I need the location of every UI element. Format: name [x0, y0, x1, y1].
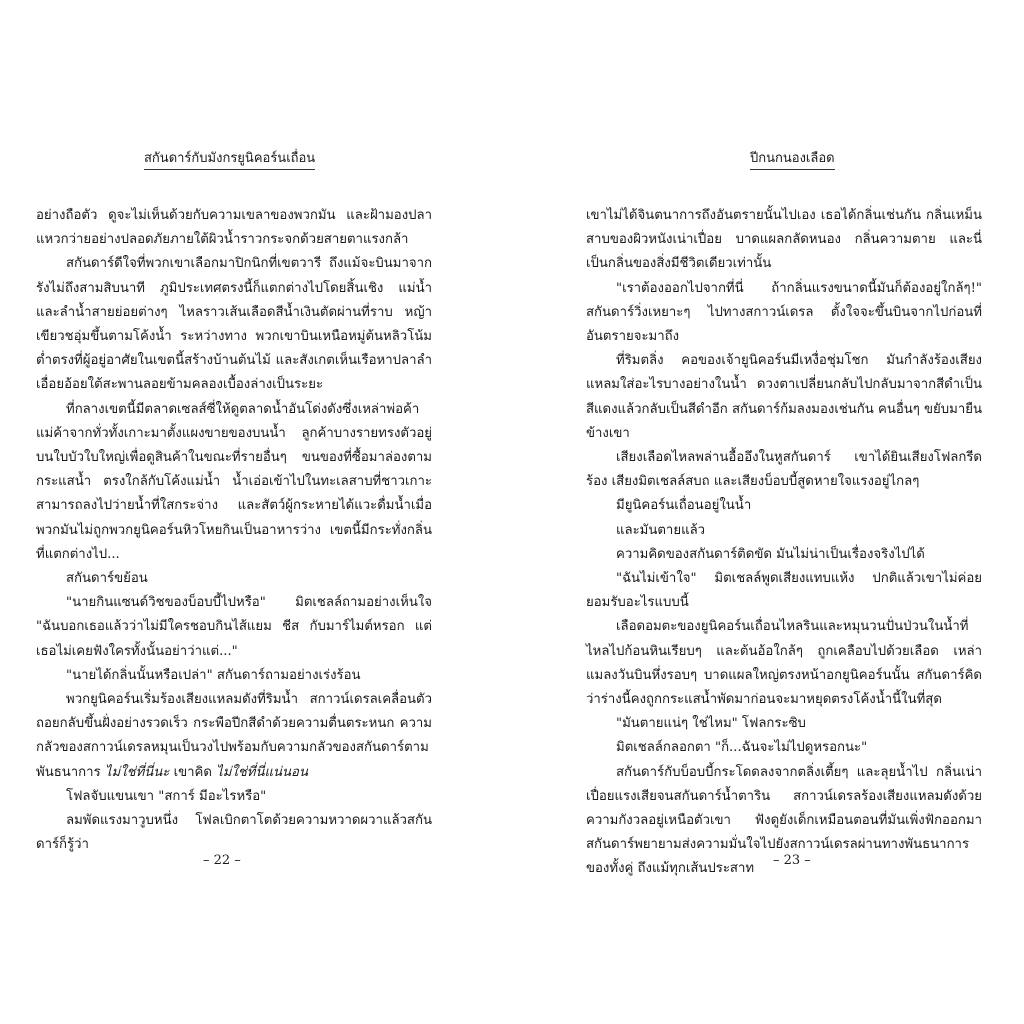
paragraph: และมันตายแล้ว [616, 522, 706, 538]
paragraph: "นายกินแซนด์วิชของบ็อบบี้ไปหรือ" มิตเชลล์ถามอย่างเห็นใจ "ฉันบอกเธอแล้วว่าไม่มีใครชอบกินไส้แยม ชีส กับมาร์ไมต์หรอก แต่เธอไม่เคยฟังใครทั้งนั้นอย่าว่าแต่..." [36, 595, 432, 659]
paragraph: สกันดาร์ดีใจที่พวกเขาเลือกมาปิกนิกที่เขตวารี ถึงแม้จะบินมาจากรังไม่ถึงสามสิบนาที ภูมิประเทศตรงนี้ก็แตกต่างไปโดยสิ้นเชิง แม่น้ำและลำน้ำสายย่อยต่างๆ ไหลราวเส้นเลือดสีน้ำเงินตัดผ่านที่ราบ หญ้าเขียวชอุ่มขึ้นตามโค้งน้ำ ระหว่างทาง พวกเขาบินเหนือหมู่ต้นหลิวโน้มต่ำตรงที่ผู้อยู่อาศัยในเขตนี้สร้างบ้านต้นไม้ และสังเกตเห็นเรือหาปลาลำเอื่อยอ้อยใต้สะพานลอยข้ามคลองเบื้องล่างเป็นระยะ [36, 256, 432, 393]
italic-thought: ไม่ใช่ที่นี่นะ [104, 764, 170, 780]
paragraph [36, 688, 432, 785]
paragraph-text: เขาคิด [169, 764, 217, 780]
italic-thought: ไม่ใช่ที่นี่แน่นอน [216, 764, 308, 780]
paragraph: อย่างถือตัว ดูจะไม่เห็นด้วยกับความเขลาของพวกมัน และฝ้ามองปลาแหวกว่ายอย่างปลอดภัยภายใต้ผิวน้ำราวกระจกด้วยสายตาแรงกล้า [36, 208, 432, 248]
right-page [512, 0, 1024, 1024]
paragraph: "นายได้กลิ่นนั้นหรือเปล่า" สกันดาร์ถามอย่างเร่งร้อน [66, 667, 361, 683]
paragraph: ที่ริมตลิ่ง คอของเจ้ายูนิคอร์นมีเหงื่อชุ่มโชก มันกำลังร้องเสียงแหลมใส่อะไรบางอย่างในน้ำ ดวงตาเปลี่ยนกลับไปกลับมาจากสีดำเป็นสีแดงแล้วกลับเป็นสีดำอีก สกันดาร์ก้มลงมองเช่นกัน คนอื่นๆ ขยับมายืนข้างเขา [586, 353, 982, 441]
running-head-left: สกันดาร์กับมังกรยูนิคอร์นเถื่อน [144, 150, 315, 170]
paragraph: มียูนิคอร์นเถื่อนอยู่ในน้ำ [616, 498, 752, 514]
page-number-left: – 22 – [203, 853, 241, 868]
paragraph: มิตเชลล์กลอกตา "ก็...ฉันจะไม่ไปดูหรอกนะ" [616, 740, 868, 756]
paragraph: สกันดาร์กับบ็อบบี้กระโดดลงจากตลิ่งเตี้ยๆ และลุยน้ำไป กลิ่นเน่าเปื่อยแรงเสียจนสกันดาร์น้ำตาริน สกาวน์เดรลร้องเสียงแหลมดังด้วยความกังวลอยู่เหนือตัวเขา ฟังดูยังเด็กเหมือนตอนที่มันเพิ่งฟักออกมา สกันดาร์พยายามส่งความมั่นใจไปยังสกาวน์เดรลผ่านทางพันธนาการของทั้งคู่ ถึงแม้ทุกเส้นประสาท [586, 764, 982, 877]
paragraph: ลมพัดแรงมาวูบหนึ่ง โฟลเบิกตาโตด้วยความหวาดผวาแล้วสกันดาร์ก็รู้ว่า [36, 813, 432, 853]
body-text-left [36, 204, 432, 857]
paragraph: สกันดาร์ขย้อน [66, 571, 148, 587]
paragraph: "ฉันไม่เข้าใจ" มิตเชลล์พูดเสียงแทบแห้ง ปกติแล้วเขาไม่ค่อยยอมรับอะไรแบบนี้ [586, 571, 982, 611]
paragraph: เลือดอมตะของยูนิคอร์นเถื่อนไหลรินและหมุนวนปั่นป่วนในน้ำที่ไหลไปก้อนหินเรียบๆ และต้นอ้อใกล้ๆ ถูกเคลือบไปด้วยเลือด เหล่าแมลงวันบินหึ่งรอบๆ บาดแผลใหญ่ตรงหน้าอกยูนิคอร์นนั้น สกันดาร์คิดว่าร่างนี้คงถูกกระแสน้ำพัดมาก่อนจะมาหยุดตรงโค้งน้ำนี้ในที่สุด [586, 619, 982, 708]
paragraph: "เราต้องออกไปจากที่นี่ ถ้ากลิ่นแรงขนาดนี้มันก็ต้องอยู่ใกล้ๆ!" สกันดาร์วิ่งเหยาะๆ ไปทางสกาวน์เดรล ตั้งใจจะขึ้นบินจากไปก่อนที่อันตรายจะมาถึง [586, 280, 982, 345]
paragraph: ความคิดของสกันดาร์ติดขัด มันไม่น่าเป็นเรื่องจริงไปได้ [616, 546, 925, 562]
paragraph-text: พวกยูนิคอร์นเริ่มร้องเสียงแหลมดังที่ริมน้ำ สกาวน์เดรลเคลื่อนตัวถอยกลับขึ้นฝั่งอย่างรวดเร็ว กระพือปีกสีดำด้วยความตื่นตระหนก ความกลัวของสกาวน์เดรลหมุนเป็นวงไปพร้อมกับความกลัวของสกันดาร์ตามพันธนาการ [36, 692, 432, 780]
page-number-right: – 23 – [773, 853, 811, 868]
paragraph: เขาไม่ได้จินตนาการถึงอันตรายนั้นไปเอง เธอได้กลิ่นเช่นกัน กลิ่นเหม็นสาบของผิวหนังเน่าเปื่อย บาดแผลกลัดหนอง กลิ่นความตาย และนี่เป็นกลิ่นของสิ่งมีชีวิตเดียวเท่านั้น [586, 208, 982, 272]
paragraph: ที่กลางเขตนี้มีตลาดเซลส์ซี่ให้ดูตลาดน้ำอันโด่งดังซึ่งเหล่าพ่อค้าแม่ค้าจากทั่วทั้งเกาะมาตั้งแผงขายของบนน้ำ ลูกค้าบางรายทรงตัวอยู่บนใบบัวใบใหญ่เพื่อดูสินค้าในขณะที่รายอื่นๆ ขนของที่ซื้อมาล่องตามกระแสน้ำ ตรงใกล้กับโค้งแม่น้ำ น้ำเอ่อเข้าไปในทะเลสาบที่ชาวเกาะสามารถลงไปว่ายน้ำที่ใสกระจ่าง และสัตว์ผู้กระหายได้แวะดื่มน้ำเมื่อพวกมันไม่ถูกพวกยูนิคอร์นหิวโหยกินเป็นอาหารว่าง เขตนี้มีกระทั่งกลิ่นที่แตกต่างไป... [36, 401, 432, 562]
body-text-right [586, 204, 982, 882]
paragraph: "มันตายแน่ๆ ใช่ไหม" โฟลกระซิบ [616, 716, 806, 732]
paragraph: เสียงเลือดไหลพล่านอื้ออึงในหูสกันดาร์ เขาได้ยินเสียงโฟลกรีดร้อง เสียงมิตเชลล์สบถ และเสียงบ็อบบี้สูดหายใจแรงอยู่ไกลๆ [586, 450, 982, 490]
running-head-right: ปีกนกนองเลือด [750, 150, 835, 170]
paragraph: โฟลจับแขนเขา "สการ์ มีอะไรหรือ" [66, 788, 267, 804]
